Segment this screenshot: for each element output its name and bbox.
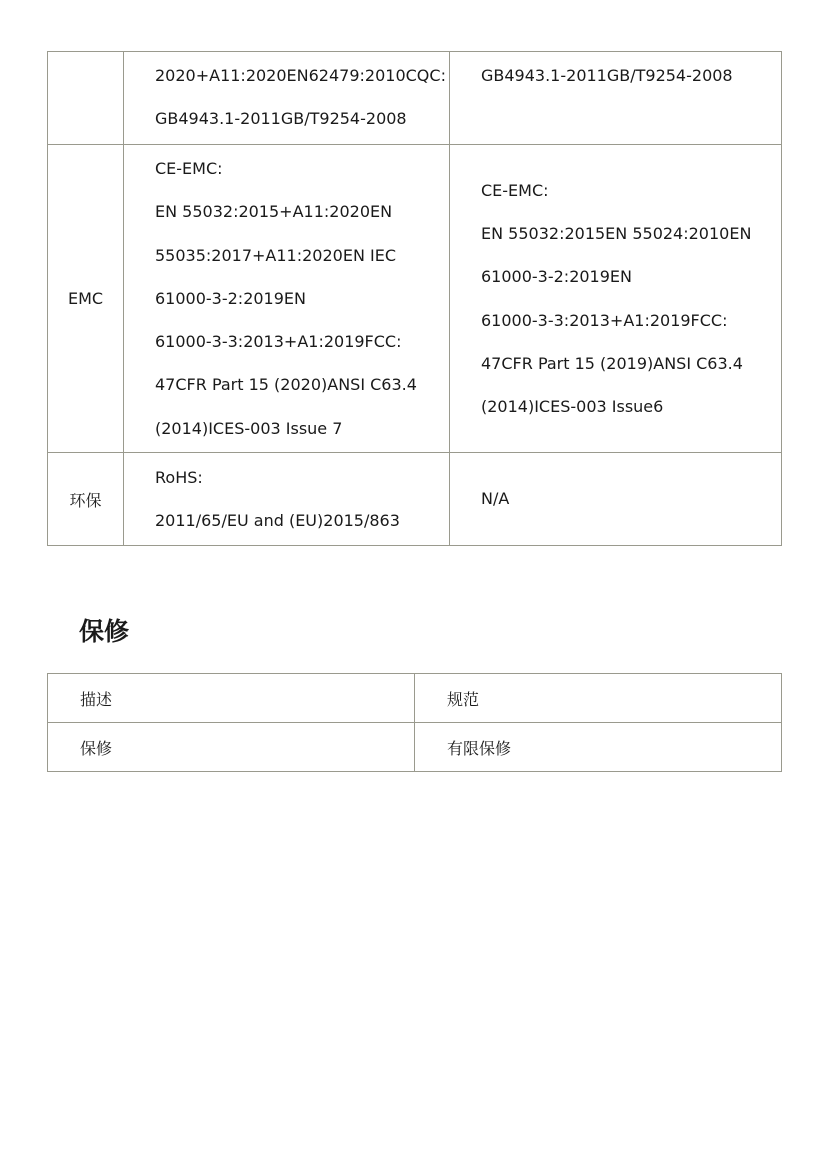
row-label xyxy=(48,52,124,145)
row-label: 环保 xyxy=(48,453,124,546)
header-description: 描述 xyxy=(48,674,415,723)
row-label: EMC xyxy=(48,145,124,453)
left-spec-cell xyxy=(124,52,450,145)
cell-description: 保修 xyxy=(48,723,415,772)
spec-line: 2020+A11:2020EN62479:2010CQC: xyxy=(155,66,446,85)
spec-line: N/A xyxy=(481,489,510,509)
spec-line: 61000-3-3:2013+A1:2019FCC: xyxy=(481,310,728,330)
spec-line: RoHS: xyxy=(155,467,203,487)
left-spec-cell xyxy=(124,145,450,453)
spec-line: 61000-3-2:2019EN xyxy=(155,288,306,308)
table-row xyxy=(48,52,782,145)
cell-spec: 有限保修 xyxy=(415,723,782,772)
right-spec-cell xyxy=(450,453,782,546)
spec-line: GB4943.1-2011GB/T9254-2008 xyxy=(481,66,733,85)
spec-line: 61000-3-2:2019EN xyxy=(481,267,632,287)
certification-table xyxy=(47,51,782,546)
spec-line: 47CFR Part 15 (2019)ANSI C63.4 xyxy=(481,353,743,373)
warranty-table xyxy=(47,673,782,772)
spec-line: GB4943.1-2011GB/T9254-2008 xyxy=(155,109,407,129)
spec-line: 47CFR Part 15 (2020)ANSI C63.4 xyxy=(155,375,417,395)
right-spec-cell xyxy=(450,145,782,453)
spec-line: CE-EMC: xyxy=(481,180,549,200)
spec-line: (2014)ICES-003 Issue6 xyxy=(481,397,664,417)
spec-line: EN 55032:2015+A11:2020EN xyxy=(155,202,393,222)
table-row xyxy=(48,723,782,772)
warranty-section-title: 保修 xyxy=(79,617,130,646)
table-row xyxy=(48,453,782,546)
spec-line: 55035:2017+A11:2020EN IEC xyxy=(155,245,396,265)
header-spec: 规范 xyxy=(415,674,782,723)
spec-line: 2011/65/EU and (EU)2015/863 xyxy=(155,511,400,530)
spec-line: EN 55032:2015EN 55024:2010EN xyxy=(481,223,752,243)
table-header-row xyxy=(48,674,782,723)
table-row xyxy=(48,145,782,453)
spec-line: CE-EMC: xyxy=(155,158,223,178)
left-spec-cell xyxy=(124,453,450,546)
spec-line: 61000-3-3:2013+A1:2019FCC: xyxy=(155,332,402,352)
spec-line: (2014)ICES-003 Issue 7 xyxy=(155,418,343,438)
right-spec-cell xyxy=(450,52,782,145)
